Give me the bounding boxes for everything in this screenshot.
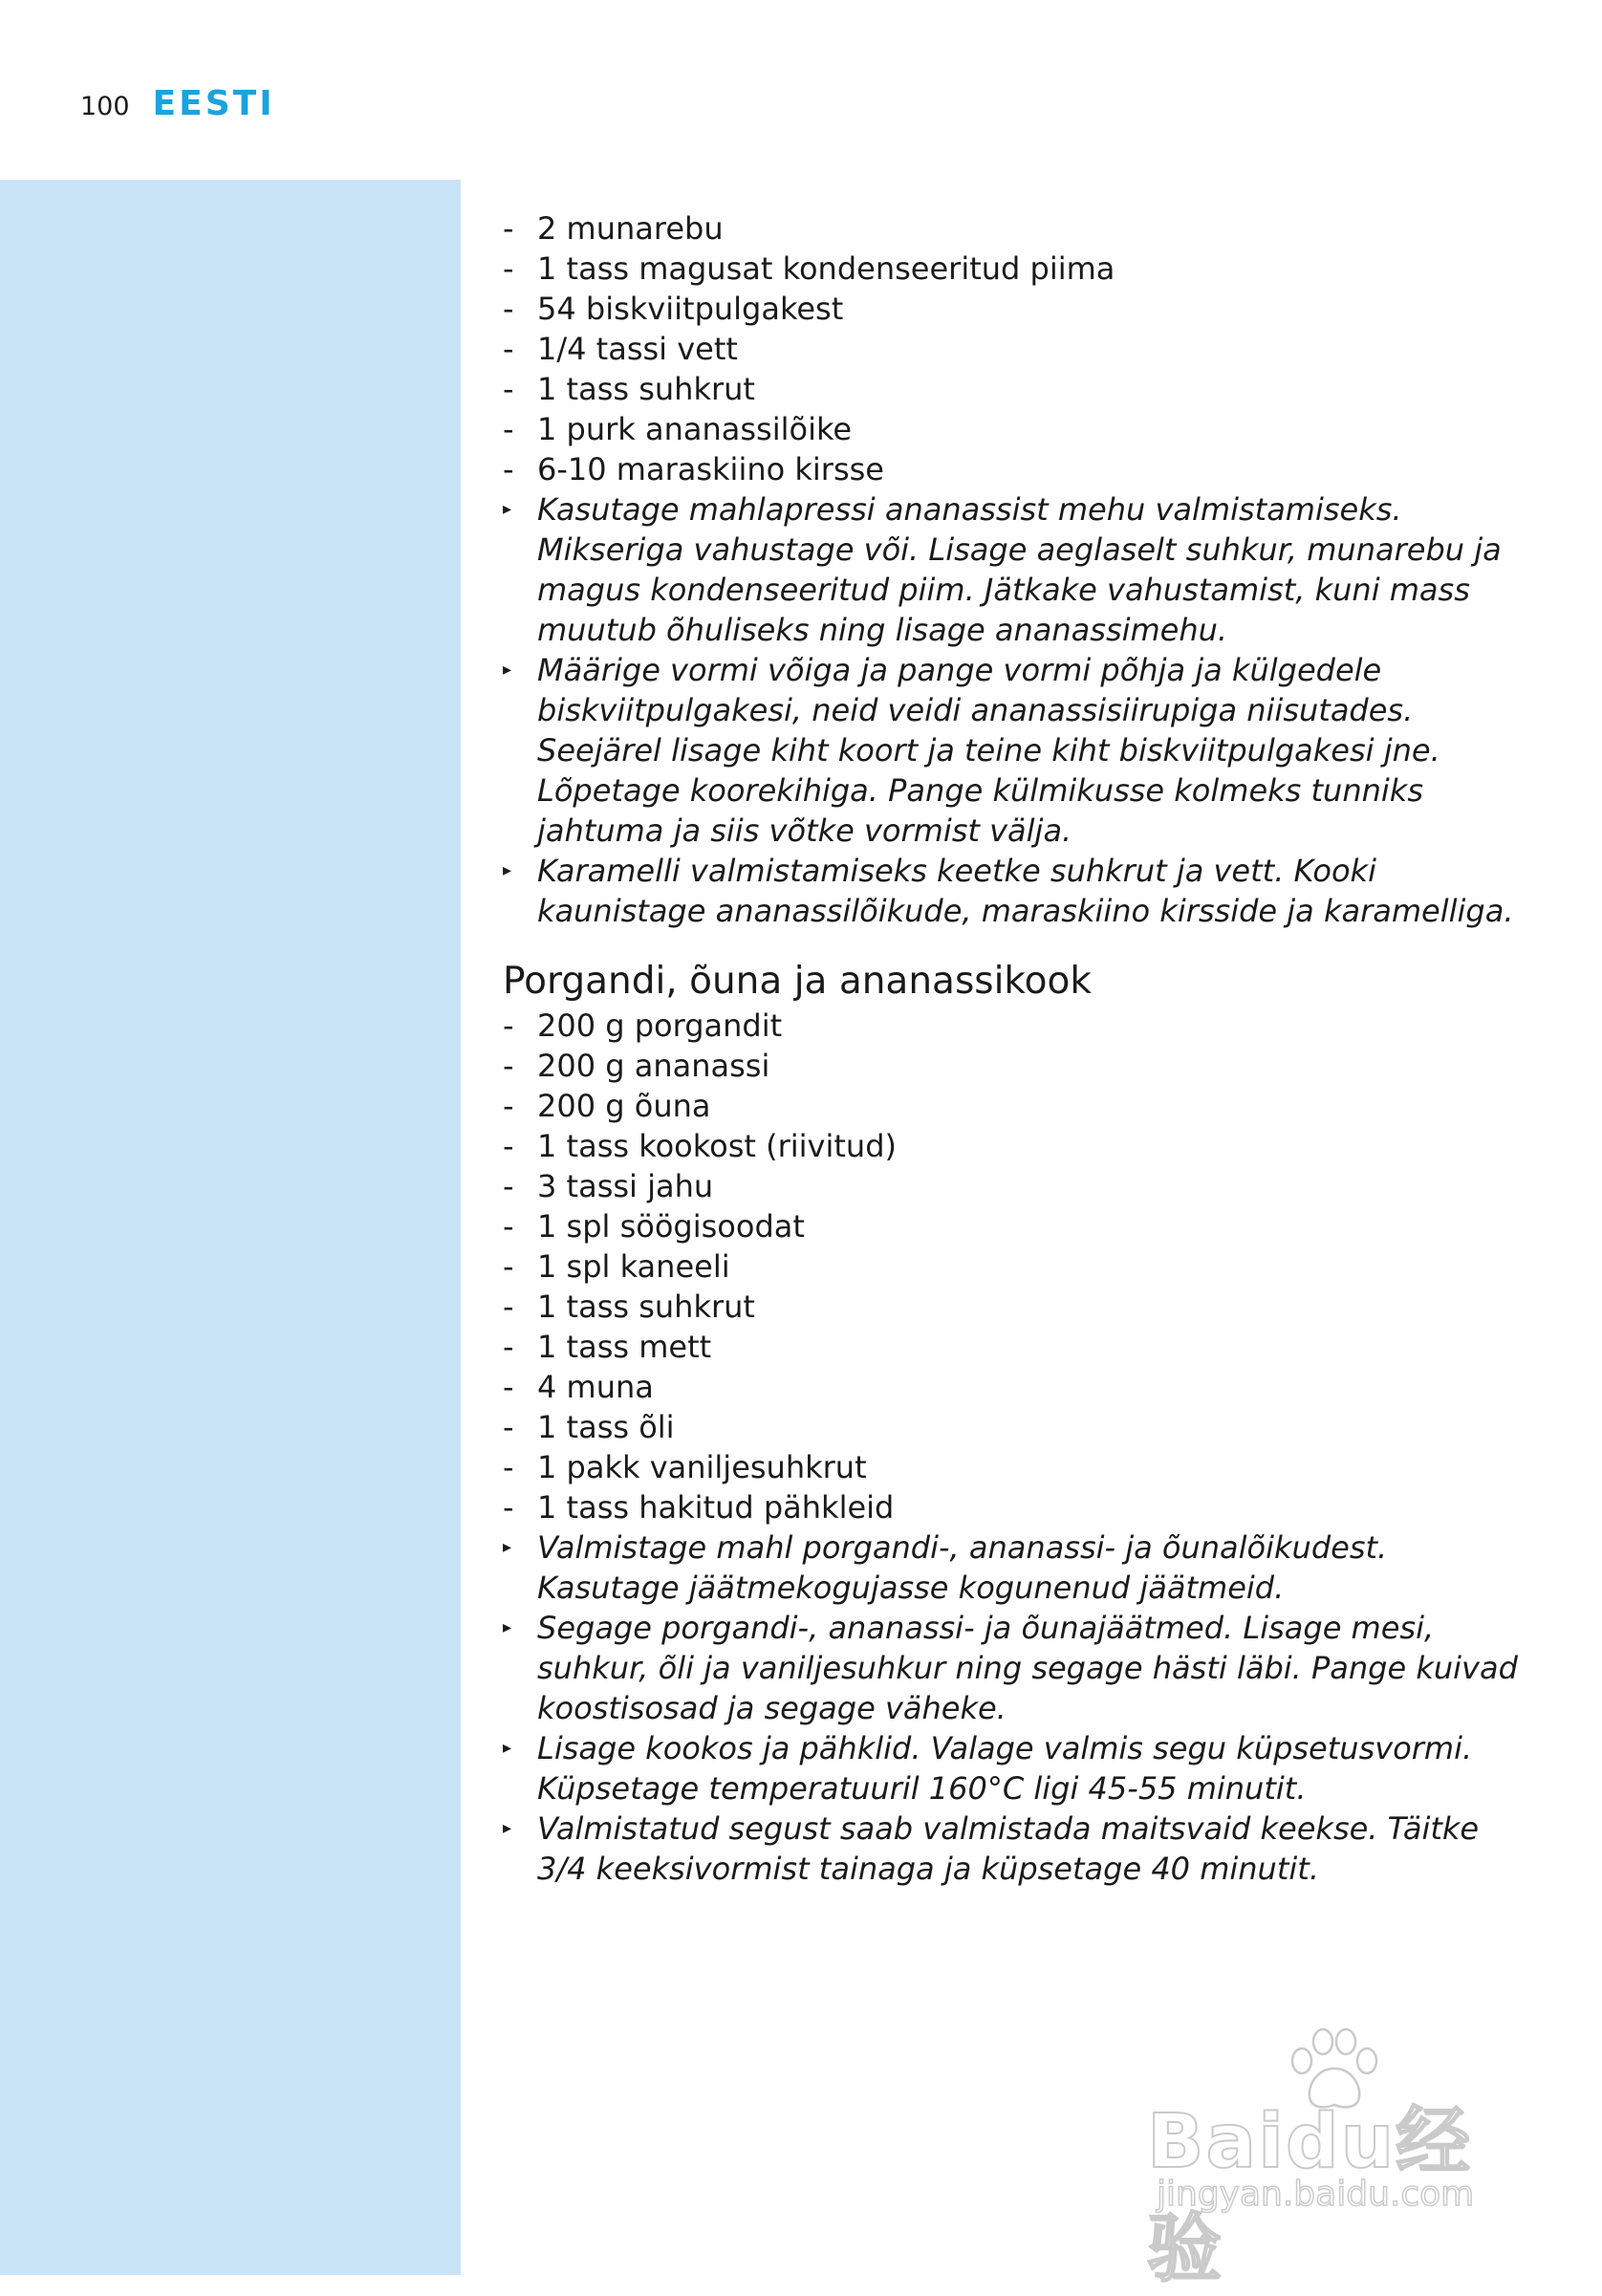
- dash-marker: -: [503, 1208, 514, 1245]
- ingredient-item: [503, 409, 1535, 449]
- recipe2-steps: [503, 1527, 1535, 1889]
- ingredient-text: 1 tass kookost (riivitud): [537, 1128, 897, 1164]
- dash-marker: -: [503, 1289, 514, 1325]
- dash-marker: -: [503, 1409, 514, 1445]
- dash-marker: -: [503, 1168, 514, 1204]
- dash-marker: -: [503, 1128, 514, 1164]
- arrow-bullet-icon: ▸: [503, 1818, 512, 1838]
- dash-marker: -: [503, 331, 514, 367]
- ingredient-text: 1/4 tassi vett: [537, 331, 738, 367]
- page-header: [80, 84, 275, 132]
- ingredient-item: [503, 1367, 1535, 1407]
- ingredient-item: [503, 369, 1535, 409]
- arrow-bullet-icon: ▸: [503, 1617, 512, 1637]
- ingredient-text: 1 tass magusat kondenseeritud piima: [537, 250, 1115, 287]
- page-number: 100: [80, 92, 130, 121]
- dash-marker: -: [503, 1088, 514, 1124]
- step-text: Lisage kookos ja pähklid. Valage valmis segu küpsetusvormi. Küpsetage temperatuuril 160°C ligi 45-55 minutit.: [537, 1730, 1473, 1807]
- ingredient-item: [503, 1086, 1535, 1126]
- ingredient-item: [503, 208, 1535, 249]
- ingredient-item: [503, 289, 1535, 329]
- ingredient-text: 1 pakk vaniljesuhkrut: [537, 1449, 867, 1485]
- arrow-bullet-icon: ▸: [503, 499, 512, 519]
- dash-marker: -: [503, 1007, 514, 1044]
- dash-marker: -: [503, 371, 514, 407]
- instruction-step: [503, 1527, 1535, 1608]
- dash-marker: -: [503, 1489, 514, 1526]
- instruction-step: [503, 851, 1535, 931]
- ingredient-text: 200 g ananassi: [537, 1048, 770, 1084]
- ingredient-item: [503, 1246, 1535, 1287]
- ingredient-text: 200 g õuna: [537, 1088, 711, 1124]
- dash-marker: -: [503, 1048, 514, 1084]
- ingredient-text: 200 g porgandit: [537, 1007, 783, 1044]
- ingredient-item: [503, 1206, 1535, 1246]
- section-language: EESTI: [152, 84, 275, 123]
- instruction-step: [503, 489, 1535, 650]
- ingredient-item: [503, 1407, 1535, 1447]
- instruction-step: [503, 1728, 1535, 1809]
- instruction-step: [503, 1608, 1535, 1728]
- watermark-url: jingyan.baidu.com: [1157, 2175, 1475, 2214]
- ingredient-text: 1 tass suhkrut: [537, 1289, 755, 1325]
- ingredient-item: [503, 1006, 1535, 1046]
- dash-marker: -: [503, 451, 514, 487]
- ingredient-text: 1 spl kaneeli: [537, 1248, 730, 1285]
- ingredient-item: [503, 1487, 1535, 1527]
- arrow-bullet-icon: ▸: [503, 660, 512, 680]
- ingredient-item: [503, 1166, 1535, 1206]
- recipe1-steps: [503, 489, 1535, 931]
- ingredient-text: 6-10 maraskiino kirsse: [537, 451, 884, 487]
- dash-marker: -: [503, 250, 514, 287]
- step-text: Kasutage mahlapressi ananassist mehu valmistamiseks. Mikseriga vahustage või. Lisage aeglaselt suhkur, munarebu ja magus kondenseeritud piim. Jätkake vahustamist, kuni mass muutub õhuliseks ning lisage ananassimehu.: [537, 491, 1502, 648]
- arrow-bullet-icon: ▸: [503, 1738, 512, 1758]
- step-text: Karamelli valmistamiseks keetke suhkrut ja vett. Kooki kaunistage ananassilõikude, maraskiino kirsside ja karamelliga.: [537, 853, 1514, 929]
- sidebar-panel: [0, 180, 461, 2275]
- dash-marker: -: [503, 411, 514, 447]
- step-text: Valmistage mahl porgandi-, ananassi- ja õunalõikudest. Kasutage jäätmekogujasse kogunenud jäätmeid.: [537, 1529, 1388, 1606]
- ingredient-text: 54 biskviitpulgakest: [537, 291, 844, 327]
- recipe1-ingredients: [503, 208, 1535, 489]
- ingredient-text: 2 munarebu: [537, 210, 724, 247]
- dash-marker: -: [503, 1369, 514, 1405]
- ingredient-text: 4 muna: [537, 1369, 654, 1405]
- ingredient-item: [503, 1046, 1535, 1086]
- step-text: Segage porgandi-, ananassi- ja õunajäätmed. Lisage mesi, suhkur, õli ja vaniljesuhkur ning segage hästi läbi. Pange kuivad koostisosad ja segage väheke.: [537, 1610, 1518, 1726]
- recipe-title: Porgandi, õuna ja ananassikook: [503, 960, 1092, 1003]
- ingredient-text: 1 tass suhkrut: [537, 371, 755, 407]
- instruction-step: [503, 650, 1535, 851]
- instruction-step: [503, 1809, 1535, 1889]
- ingredient-item: [503, 249, 1535, 289]
- ingredient-item: [503, 1327, 1535, 1367]
- ingredient-text: 1 spl söögisoodat: [537, 1208, 805, 1245]
- ingredient-text: 1 tass õli: [537, 1409, 675, 1445]
- ingredient-text: 1 purk ananassilõike: [537, 411, 853, 447]
- baidu-watermark: [1137, 2026, 1520, 2292]
- document-content: [503, 208, 1535, 1889]
- ingredient-text: 1 tass hakitud pähkleid: [537, 1489, 895, 1526]
- dash-marker: -: [503, 1449, 514, 1485]
- ingredient-item: [503, 1287, 1535, 1327]
- step-text: Määrige vormi võiga ja pange vormi põhja ja külgedele biskviitpulgakesi, neid veidi ananassisiirupiga niisutades. Seejärel lisage kiht koort ja teine kiht biskviitpulgakesi jne. Lõpetage koorekihiga. Pange külmikusse kolmeks tunniks jahtuma ja siis võtke vormist välja.: [537, 652, 1440, 849]
- recipe2-ingredients: [503, 1006, 1535, 1527]
- arrow-bullet-icon: ▸: [503, 1537, 512, 1557]
- ingredient-text: 1 tass mett: [537, 1329, 712, 1365]
- arrow-bullet-icon: ▸: [503, 860, 512, 880]
- dash-marker: -: [503, 291, 514, 327]
- ingredient-text: 3 tassi jahu: [537, 1168, 714, 1204]
- ingredient-item: [503, 329, 1535, 369]
- watermark-logo: Baidu经验: [1147, 2099, 1473, 2292]
- dash-marker: -: [503, 1329, 514, 1365]
- step-text: Valmistatud segust saab valmistada maitsvaid keekse. Täitke 3/4 keeksivormist tainaga ja küpsetage 40 minutit.: [537, 1810, 1480, 1887]
- dash-marker: -: [503, 1248, 514, 1285]
- ingredient-item: [503, 1126, 1535, 1166]
- ingredient-item: [503, 449, 1535, 489]
- dash-marker: -: [503, 210, 514, 247]
- ingredient-item: [503, 1447, 1535, 1487]
